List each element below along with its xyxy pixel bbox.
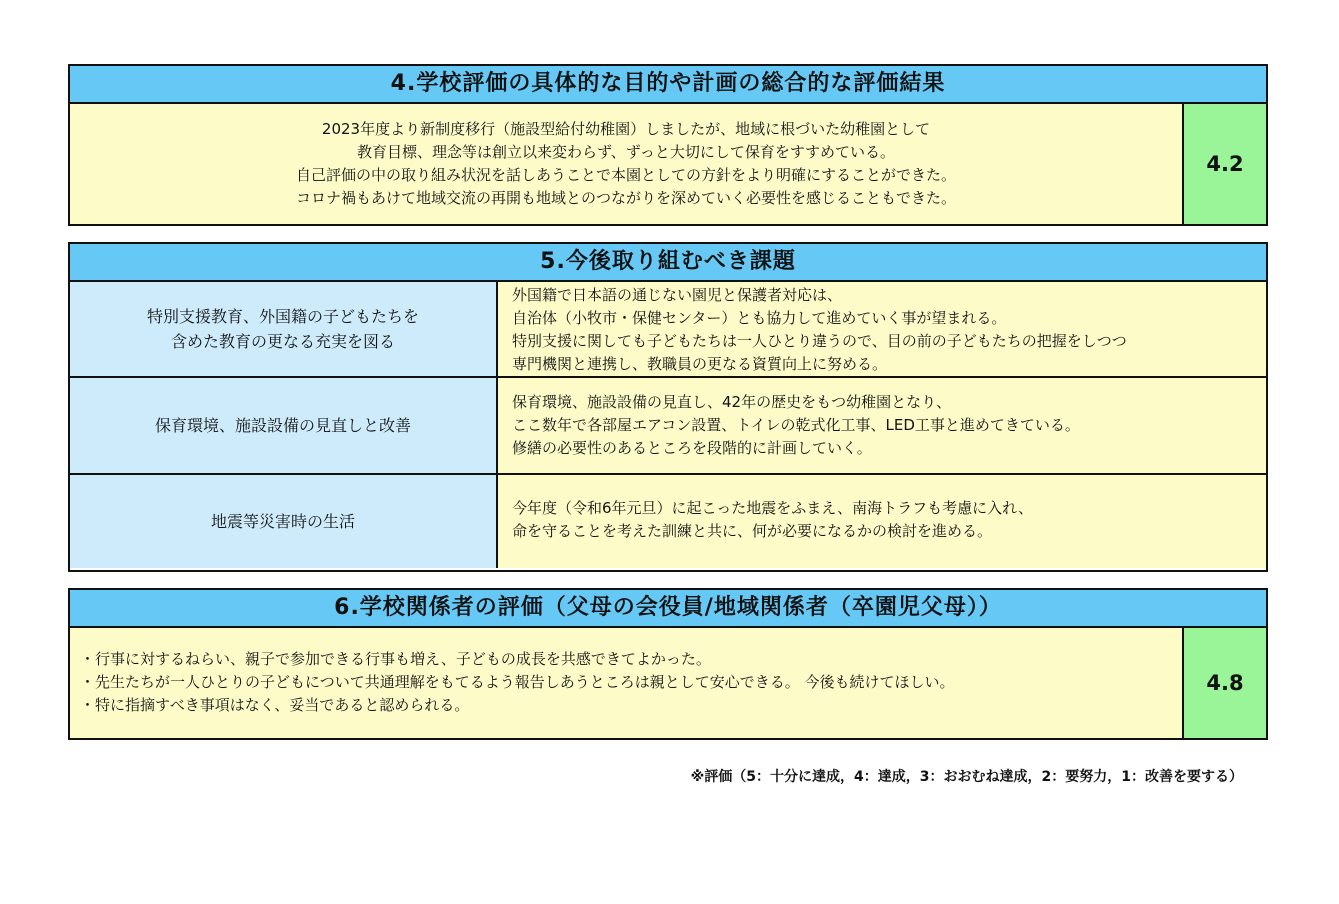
issue-content-line: ここ数年で各部屋エアコン設置、トイレの乾式化工事、LED工事と進めてきている。: [512, 416, 1080, 434]
section-6-score: 4.8: [1182, 628, 1266, 738]
rating-scale-note: ※評価（5：十分に達成，4：達成，3：おおむね達成，2：要努力，1：改善を要する）: [690, 769, 1243, 785]
issue-content-line: 今年度（令和6年元旦）に起こった地震をふまえ、南海トラフも考慮に入れ、: [512, 499, 1034, 517]
section-4-body: [70, 104, 1182, 224]
issue-content-line: 命を守ることを考えた訓練と共に、何が必要になるかの検討を進める。: [512, 522, 993, 540]
issue-label: [70, 475, 498, 568]
section-4-line: 自己評価の中の取り組み状況を話しあうことで本園としての方針をより明確にすることができた。: [295, 166, 956, 184]
issue-content: [498, 378, 1266, 473]
section-4-line: コロナ禍もあけて地域交流の再開も地域とのつながりを深めていく必要性を感じることもできた。: [295, 189, 956, 207]
issue-content: [498, 475, 1266, 568]
section-4-line: 2023年度より新制度移行（施設型給付幼稚園）しましたが、地域に根づいた幼稚園として: [321, 120, 931, 138]
section-6-line: ・特に指摘すべき事項はなく、妥当であると認められる。: [80, 696, 470, 714]
section-5-future-issues: [68, 242, 1268, 572]
issue-content-line: 保育環境、施設設備の見直し、42年の歴史をもつ幼稚園となり、: [512, 393, 952, 411]
issue-label: [70, 378, 498, 473]
issue-label-line: 地震等災害時の生活: [210, 512, 355, 531]
issue-row: [70, 282, 1266, 378]
issue-row: [70, 475, 1266, 568]
section-4-line: 教育目標、理念等は創立以来変わらず、ずっと大切にして保育をすすめている。: [356, 143, 896, 161]
section-5-title: 5.今後取り組むべき課題: [70, 244, 1266, 282]
section-6-line: ・行事に対するねらい、親子で参加できる行事も増え、子どもの成長を共感できてよかった。: [80, 650, 711, 668]
section-6-body: [70, 628, 1182, 738]
issue-label-line: 保育環境、施設設備の見直しと改善: [154, 416, 411, 435]
issue-row: [70, 378, 1266, 475]
issue-label-line: 含めた教育の更なる充実を図る: [170, 332, 395, 351]
section-6-title: 6.学校関係者の評価（父母の会役員/地域関係者（卒園児父母））: [70, 590, 1266, 628]
issue-content-line: 修繕の必要性のあるところを段階的に計画していく。: [512, 439, 872, 457]
issue-label: [70, 282, 498, 376]
section-4-title: 4.学校評価の具体的な目的や計画の総合的な評価結果: [70, 66, 1266, 104]
issue-content: [498, 282, 1266, 376]
issue-content-line: 自治体（小牧市・保健センター）とも協力して進めていく事が望まれる。: [512, 309, 1007, 327]
issue-content-line: 専門機関と連携し、教職員の更なる資質向上に努める。: [512, 355, 888, 373]
issue-content-line: 特別支援に関しても子どもたちは一人ひとり違うので、目の前の子どもたちの把握をしつつ: [512, 332, 1127, 350]
section-4-evaluation-results: [68, 64, 1268, 226]
issue-content-line: 外国籍で日本語の通じない園児と保護者対応は、: [512, 286, 843, 304]
section-4-score: 4.2: [1182, 104, 1266, 224]
section-6-stakeholder-evaluation: [68, 588, 1268, 740]
section-6-line: ・先生たちが一人ひとりの子どもについて共通理解をもてるよう報告しあうところは親として安心できる。 今後も続けてほしい。: [80, 673, 955, 691]
issue-label-line: 特別支援教育、外国籍の子どもたちを: [146, 307, 419, 326]
